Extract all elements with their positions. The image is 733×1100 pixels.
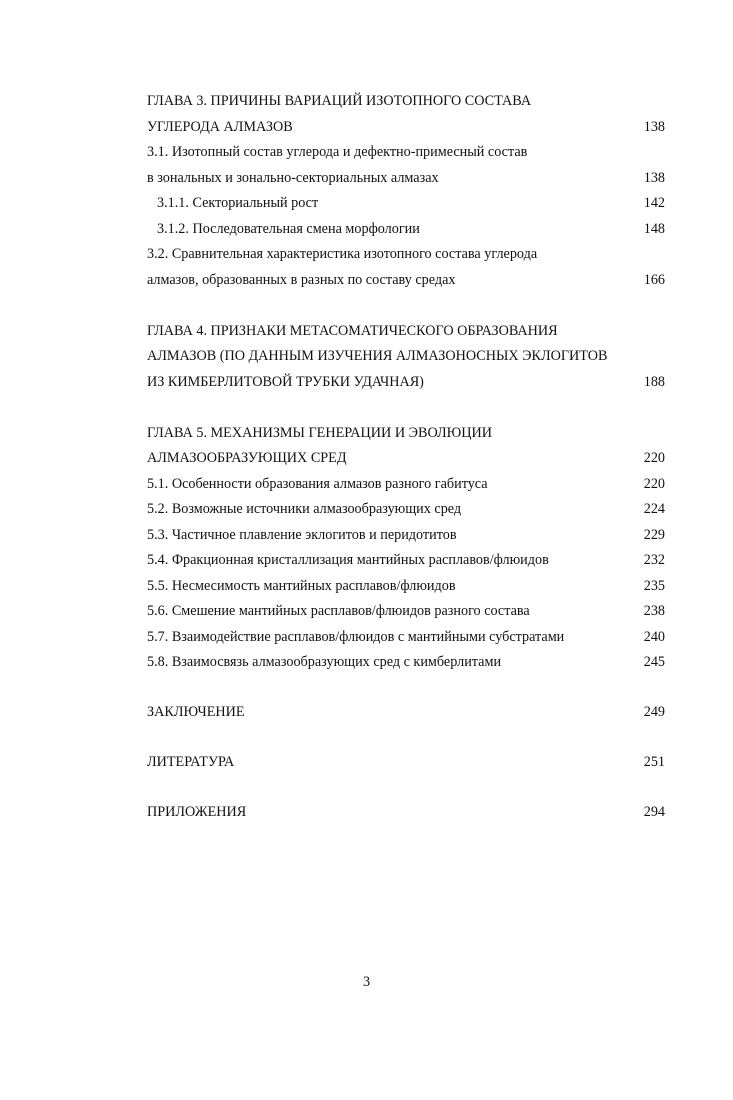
toc-section (147, 89, 665, 293)
toc-entry-title-line: в зональных и зонально-секториальных алмазах (147, 169, 439, 186)
toc-entry-title (147, 140, 527, 191)
toc-entry (147, 700, 665, 726)
toc-entry-page: 251 (643, 754, 665, 770)
toc-entry-title (147, 700, 245, 726)
toc-entry (147, 421, 665, 472)
toc-entry-title (147, 191, 318, 217)
toc-entry-title-line: ГЛАВА 5. МЕХАНИЗМЫ ГЕНЕРАЦИИ И ЭВОЛЮЦИИ (147, 424, 492, 441)
toc-entry-title-line: 5.3. Частичное плавление эклогитов и перидотитов (147, 526, 457, 543)
toc-entry-title (147, 497, 461, 523)
toc-entry (147, 599, 665, 625)
toc-entry-title (147, 650, 501, 676)
toc-entry-title (147, 599, 530, 625)
toc-entry-page: 220 (643, 450, 665, 466)
toc-entry (147, 800, 665, 826)
toc-entry-page: 220 (643, 475, 665, 492)
toc-entry-page: 224 (643, 501, 665, 517)
toc-section (147, 800, 665, 826)
toc-section (147, 421, 665, 676)
toc-entry-page: 188 (643, 373, 665, 390)
toc-entry-title (147, 89, 531, 140)
table-of-contents (147, 89, 665, 826)
toc-section (147, 700, 665, 726)
toc-entry-title-line: 5.8. Взаимосвязь алмазообразующих сред с кимберлитами (147, 654, 502, 670)
toc-entry-title (147, 750, 234, 776)
toc-entry-title-line: 5.2. Возможные источники алмазообразующих сред (147, 501, 462, 517)
toc-entry (147, 472, 665, 498)
toc-entry-page: 138 (643, 118, 665, 135)
toc-entry-title-line: АЛМАЗООБРАЗУЮЩИХ СРЕД (147, 450, 347, 466)
toc-entry-title (147, 319, 607, 396)
toc-entry-page: 238 (643, 603, 665, 619)
toc-entry-title-line: ПРИЛОЖЕНИЯ (147, 804, 247, 820)
toc-entry-page: 249 (643, 704, 665, 720)
toc-entry-title-line: алмазов, образованных в разных по составу средах (147, 271, 456, 288)
toc-entry-title-line: 5.1. Особенности образования алмазов разного габитуса (147, 475, 488, 492)
toc-entry-title-line: ЛИТЕРАТУРА (147, 754, 235, 770)
toc-entry-title-line: 3.1. Изотопный состав углерода и дефектно-примесный состав (147, 144, 528, 160)
toc-entry-page: 235 (643, 577, 665, 594)
toc-entry-page: 240 (643, 628, 665, 645)
toc-entry-title-line: АЛМАЗОВ (ПО ДАННЫМ ИЗУЧЕНИЯ АЛМАЗОНОСНЫХ ЭКЛОГИТОВ (147, 348, 608, 364)
toc-entry-title-line: 5.6. Смешение мантийных расплавов/флюидов разного состава (147, 603, 530, 619)
toc-section (147, 319, 665, 396)
toc-entry-page: 142 (643, 195, 665, 211)
toc-entry (147, 242, 665, 293)
toc-entry (147, 191, 665, 217)
toc-entry (147, 319, 665, 396)
toc-entry-title (147, 574, 456, 600)
toc-entry (147, 750, 665, 776)
toc-entry (147, 497, 665, 523)
toc-entry-page: 245 (643, 654, 665, 670)
toc-entry-title (147, 523, 457, 549)
toc-entry-title (147, 472, 488, 498)
toc-entry-title (147, 421, 492, 472)
toc-entry (147, 523, 665, 549)
toc-entry-page: 294 (643, 804, 665, 820)
toc-entry (147, 217, 665, 243)
toc-entry-title-line: 3.1.1. Секториальный рост (157, 195, 319, 211)
toc-entry (147, 89, 665, 140)
toc-entry-title (147, 800, 246, 826)
toc-entry-title-line: ЗАКЛЮЧЕНИЕ (147, 704, 245, 720)
toc-entry-title-line: УГЛЕРОДА АЛМАЗОВ (147, 118, 293, 135)
page-number: 3 (362, 974, 371, 990)
toc-entry-title-line: 5.4. Фракционная кристаллизация мантийных расплавов/флюидов (147, 552, 549, 568)
toc-entry-page: 148 (643, 220, 665, 237)
toc-entry-title (147, 217, 420, 243)
toc-entry (147, 574, 665, 600)
toc-entry-title-line: ГЛАВА 4. ПРИЗНАКИ МЕТАСОМАТИЧЕСКОГО ОБРАЗОВАНИЯ (147, 322, 558, 339)
toc-entry (147, 625, 665, 651)
toc-entry-title-line: 3.1.2. Последовательная смена морфологии (157, 220, 420, 237)
toc-entry-title-line: 5.5. Несмесимость мантийных расплавов/флюидов (147, 577, 456, 594)
toc-entry-page: 166 (643, 271, 665, 288)
toc-entry (147, 548, 665, 574)
toc-entry-page: 232 (643, 552, 665, 568)
toc-entry-title-line: 3.2. Сравнительная характеристика изотопного состава углерода (147, 246, 538, 262)
toc-entry-title-line: 5.7. Взаимодействие расплавов/флюидов с мантийными субстратами (147, 628, 565, 645)
toc-entry-title (147, 242, 537, 293)
toc-entry-title-line: ИЗ КИМБЕРЛИТОВОЙ ТРУБКИ УДАЧНАЯ) (147, 373, 424, 390)
toc-entry-title-line: ГЛАВА 3. ПРИЧИНЫ ВАРИАЦИЙ ИЗОТОПНОГО СОСТАВА (147, 93, 532, 109)
toc-entry (147, 650, 665, 676)
toc-entry-page: 229 (643, 526, 665, 543)
toc-section (147, 750, 665, 776)
toc-entry (147, 140, 665, 191)
toc-entry-title (147, 625, 564, 651)
toc-entry-title (147, 548, 549, 574)
toc-entry-page: 138 (643, 169, 665, 186)
